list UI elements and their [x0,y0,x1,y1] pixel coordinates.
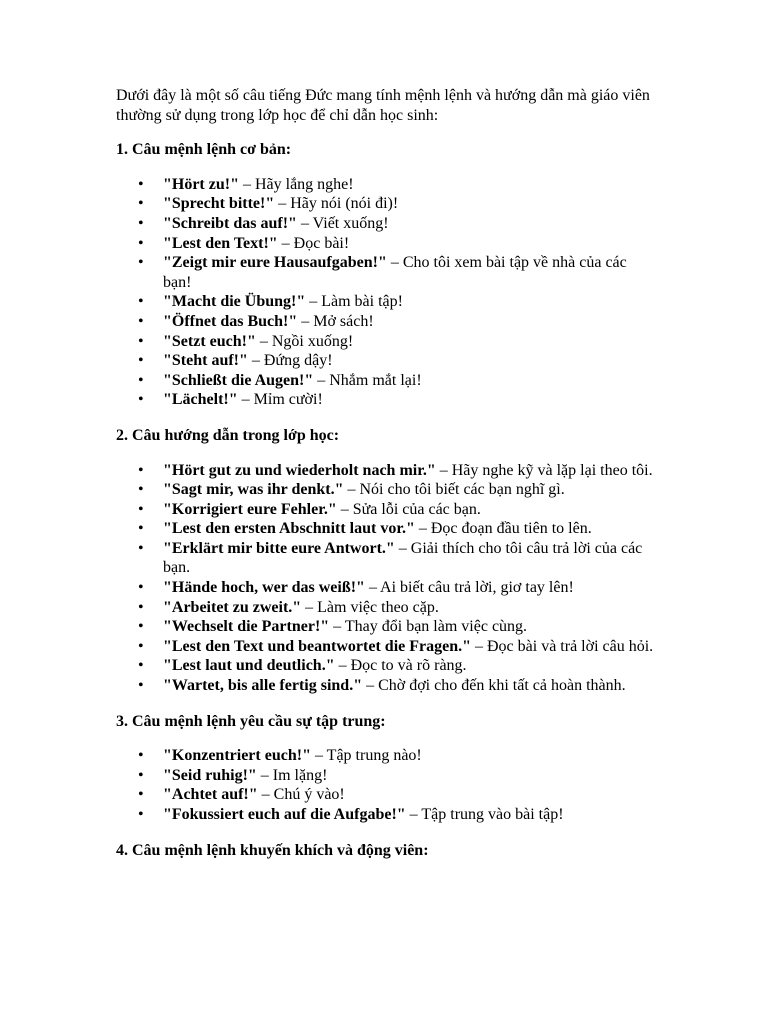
german-phrase: "Sagt mir, was ihr denkt." [163,481,344,499]
vietnamese-meaning: – Chú ý vào! [257,786,345,804]
german-phrase: "Korrigiert eure Fehler." [163,500,337,518]
list-item [116,390,656,410]
vietnamese-meaning: – Ai biết câu trả lời, giơ tay lên! [364,579,574,597]
german-phrase: "Wartet, bis alle fertig sind." [163,677,363,695]
german-phrase: "Achtet auf!" [163,786,258,804]
vietnamese-meaning: – Nói cho tôi biết các bạn nghĩ gì. [343,481,565,499]
german-phrase: "Setzt euch!" [163,332,256,350]
section-heading: 3. Câu mệnh lệnh yêu cầu sự tập trung: [116,712,386,730]
vietnamese-meaning: – Sửa lỗi của các bạn. [336,500,481,518]
german-phrase: "Hände hoch, wer das weiß!" [163,579,365,597]
german-phrase: "Hört zu!" [163,175,239,193]
german-phrase: "Wechselt die Partner!" [163,618,330,636]
vietnamese-meaning: – Tập trung vào bài tập! [405,806,564,823]
list-item [116,637,656,657]
vietnamese-meaning: – Giải thích cho tôi câu trả lời của các bạn. [163,539,643,577]
list-item [116,766,656,786]
vietnamese-meaning: – Đọc bài và trả lời câu hỏi. [471,637,654,655]
list-item [116,617,656,637]
german-phrase: "Konzentriert euch!" [163,747,311,765]
german-phrase: "Schließt die Augen!" [163,371,314,389]
phrase-list [116,746,656,824]
list-item [116,253,656,292]
vietnamese-meaning: – Mỉm cười! [237,391,323,409]
list-item [116,598,656,618]
list-item [116,519,656,539]
list-item [116,676,656,696]
german-phrase: "Lest laut und deutlich." [163,657,335,675]
german-phrase: "Lest den Text und beantwortet die Fragen." [163,637,471,655]
list-item [116,578,656,598]
german-phrase: "Sprecht bitte!" [163,195,275,213]
vietnamese-meaning: – Đọc đoạn đầu tiên to lên. [414,520,592,538]
phrase-list [116,461,656,696]
german-phrase: "Seid ruhig!" [163,766,257,784]
vietnamese-meaning: – Mở sách! [297,312,374,330]
vietnamese-meaning: – Đọc bài! [277,234,350,252]
vietnamese-meaning: – Nhắm mắt lại! [313,371,422,389]
german-phrase: "Schreibt das auf!" [163,214,297,232]
vietnamese-meaning: – Viết xuống! [296,214,389,232]
list-item [116,312,656,332]
phrase-list [116,175,656,410]
list-item [116,461,656,481]
section-heading: 2. Câu hướng dẫn trong lớp học: [116,426,340,444]
vietnamese-meaning: – Hãy nói (nói đi)! [274,195,399,213]
vietnamese-meaning: – Đọc to và rõ ràng. [334,657,467,675]
list-item [116,500,656,520]
sections-container [116,140,656,860]
vietnamese-meaning: – Đứng dậy! [247,352,333,370]
vietnamese-meaning: – Tập trung nào! [310,747,422,765]
vietnamese-meaning: – Hãy lắng nghe! [238,175,354,193]
list-item [116,539,656,578]
list-item [116,351,656,371]
vietnamese-meaning: – Thay đổi bạn làm việc cùng. [329,618,528,636]
list-item [116,214,656,234]
section-heading: 1. Câu mệnh lệnh cơ bản: [116,141,292,159]
list-item [116,175,656,195]
list-item [116,480,656,500]
list-item [116,785,656,805]
list-item [116,194,656,214]
vietnamese-meaning: – Cho tôi xem bài tập về nhà của các bạn! [163,254,627,291]
german-phrase: "Arbeitet zu zweit." [163,598,302,616]
list-item [116,234,656,254]
german-phrase: "Steht auf!" [163,352,248,370]
german-phrase: "Fokussiert euch auf die Aufgabe!" [163,806,406,823]
list-item [116,371,656,391]
german-phrase: "Lest den ersten Abschnitt laut vor." [163,520,415,538]
vietnamese-meaning: – Chờ đợi cho đến khi tất cả hoàn thành. [362,677,626,695]
vietnamese-meaning: – Ngồi xuống! [255,332,354,350]
vietnamese-meaning: – Làm bài tập! [305,293,403,311]
list-item [116,656,656,676]
list-item [116,332,656,352]
german-phrase: "Lächelt!" [163,391,238,409]
german-phrase: "Erklärt mir bitte eure Antwort." [163,539,395,557]
german-phrase: "Hört gut zu und wiederholt nach mir." [163,461,436,479]
german-phrase: "Zeigt mir eure Hausaufgaben!" [163,254,387,272]
german-phrase: "Macht die Übung!" [163,293,306,311]
german-phrase: "Öffnet das Buch!" [163,312,298,330]
list-item [116,746,656,766]
intro-paragraph: Dưới đây là một số câu tiếng Đức mang tính mệnh lệnh và hướng dẫn mà giáo viên thường sử dụng trong lớp học để chỉ dẫn học sinh: [116,87,650,124]
list-item [116,292,656,312]
vietnamese-meaning: – Làm việc theo cặp. [301,598,439,616]
vietnamese-meaning: – Im lặng! [256,766,328,784]
vietnamese-meaning: – Hãy nghe kỹ và lặp lại theo tôi. [435,461,653,479]
list-item [116,805,656,825]
section-heading: 4. Câu mệnh lệnh khuyến khích và động viên: [116,841,429,859]
document-page [116,86,656,875]
german-phrase: "Lest den Text!" [163,234,278,252]
